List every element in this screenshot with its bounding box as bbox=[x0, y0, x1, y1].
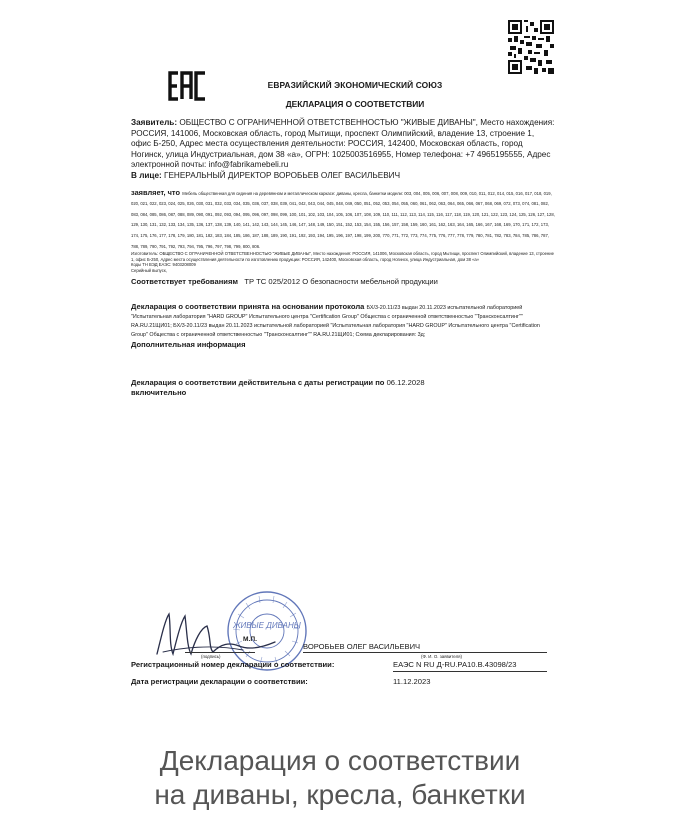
registration-number-label: Регистрационный номер декларации о соответствии: bbox=[131, 660, 335, 669]
eac-logo-icon bbox=[168, 70, 210, 102]
stamp-text: ЖИВЫЕ ДИВАНЫ bbox=[233, 621, 301, 630]
caption-line-1: Декларация о соответствии bbox=[159, 745, 521, 776]
registration-number-row bbox=[131, 660, 517, 669]
registration-number-value: ЕАЭС N RU Д-RU.РА10.В.43098/23 bbox=[393, 660, 517, 669]
name-line bbox=[303, 652, 547, 653]
registration-date-label: Дата регистрации декларации о соответствии: bbox=[131, 677, 308, 686]
signature-line bbox=[185, 652, 255, 653]
protocol-label: Декларация о соответствии принята на основании протокола bbox=[131, 302, 365, 312]
applicant-text: ОБЩЕСТВО С ОГРАНИЧЕННОЙ ОТВЕТСТВЕННОСТЬЮ "ЖИВЫЕ ДИВАНЫ", Место нахождения: РОССИЯ, 141006, Московская область, город Мытищи, проспект Олимпийский, владение 13, строение 1, офис Б-250, Адрес места осуществления деятельности: РОССИЯ, 142400, Московская область, город Ногинск, улица Индустриальная, дом 38 «а», ОГРН: 1025003516955, Номер телефона: +7 4965195555, Адрес электронной почты: info@fabrikamebeli.ru bbox=[131, 118, 555, 170]
complies-text: ТР ТС 025/2012 О безопасности мебельной продукции bbox=[244, 276, 438, 286]
states-label: заявляет, что bbox=[131, 187, 180, 197]
validity-suffix: включительно bbox=[131, 387, 187, 397]
codes-text: Коды ТН ВЭД ЕАЭС: 9403208009 bbox=[131, 262, 196, 268]
document-header bbox=[220, 80, 490, 109]
name-caption: (Ф. И. О. заявителя) bbox=[421, 654, 462, 659]
product-block bbox=[131, 188, 556, 274]
product-text: Мебель общественная для сидения на деревянном и металлическом каркасе: диваны, кресла, банкетки модели: 003, 004, 005, 006, 007, 008, 009, 010, 011, 012, 014, 015, 016, 017, 018, 019, 020, 021, 022, 023, 024, 025, 026, 030, 031, 032, 033, 034, 035, 036, 037, 038, 039, 041, 042, 043, 044, 045, 048, 049, 050, 051, 052, 053, 054, 055, 060, 061, 062, 063, 064, 065, 066, 067, 068, 069, 072, 073, 074, 081, 082, 083, 084, 085, 086, 087, 088, 089, 090, 091, 092, 093, 094, 095, 096, 097, 098, 099, 100, 101, 102, 103, 104, 105, 106, 107, 108, 109, 110, 111, 112, 113, 114, 115, 116, 117, 118, 119, 120, 121, 122, 123, 124, 125, 126, 127, 128, 129, 130, 131, 132, 133, 134, 135, 136, 137, 138, 139, 140, 141, 142, 143, 144, 145, 146, 147, 148, 149, 150, 151, 152, 153, 154, 155, 156, 157, 158, 159, 160, 161, 162, 163, 164, 165, 166, 167, 168, 169, 170, 171, 172, 173, 174, 175, 176, 177, 178, 179, 180, 181, 182, 183, 184, 185, 186, 187, 188, 189, 190, 191, 192, 193, 194, 195, 196, 197, 198, 199, 200, 770, 771, 772, 773, 774, 775, 776, 777, 778, 779, 780, 781, 782, 783, 784, 785, 786, 787, 788, 789, 790, 791, 792, 793, 794, 795, 796, 797, 798, 799, 800, 806. bbox=[131, 190, 555, 249]
signer-name: ВОРОБЬЕВ ОЛЕГ ВАСИЛЬЕВИЧ bbox=[303, 642, 421, 651]
qr-code-icon bbox=[508, 20, 554, 74]
complies-block bbox=[131, 277, 556, 288]
complies-label: Соответствует требованиям bbox=[131, 276, 239, 286]
validity-date: 06.12.2028 bbox=[386, 378, 425, 388]
protocol-block bbox=[131, 303, 556, 339]
caption-line-2: на диваны, кресла, банкетки bbox=[154, 779, 526, 810]
face-label: В лице: bbox=[131, 170, 162, 180]
mp-label: М.П. bbox=[243, 636, 257, 643]
union-title: ЕВРАЗИЙСКИЙ ЭКОНОМИЧЕСКИЙ СОЮЗ bbox=[267, 80, 443, 90]
declaration-body bbox=[131, 118, 556, 398]
validity-block bbox=[131, 378, 556, 397]
face-text: ГЕНЕРАЛЬНЫЙ ДИРЕКТОР ВОРОБЬЕВ ОЛЕГ ВАСИЛЬЕВИЧ bbox=[164, 170, 401, 180]
registration-date-value: 11.12.2023 bbox=[393, 677, 431, 686]
declaration-title: ДЕКЛАРАЦИЯ О СООТВЕТСТВИИ bbox=[285, 99, 425, 109]
signature-area bbox=[131, 590, 556, 690]
protocol-text: БХ/3-20.11/23 выдан 20.11.2023 испытательной лабораторией "Испытательная лаборатория "HARD GROUP" Испытательного центра "Certification Group" Общества с ограниченной ответственностью "Трансконсалтинг"" RA.RU.21ЩИ01; БХ/3-20.11/23 выдан 20.11.2023 испытательной лабораторией "Испытательная лаборатория "HARD GROUP" Испытательного центра "Certification Group" Общества с ограниченной ответственностью "Трансконсалтинг"" RA.RU.21ЩИ01; Схема декларирования: 3д; bbox=[131, 305, 540, 338]
extra-info-label: Дополнительная информация bbox=[131, 339, 246, 349]
face-block bbox=[131, 171, 556, 182]
registration-date-row bbox=[131, 677, 431, 686]
page-caption bbox=[0, 744, 680, 812]
validity-label: Декларация о соответствии действительна с даты регистрации по bbox=[131, 378, 385, 388]
applicant-block bbox=[131, 118, 556, 171]
signature-caption: (подпись) bbox=[201, 654, 221, 659]
applicant-label: Заявитель: bbox=[131, 118, 178, 127]
serial-text: Серийный выпуск, bbox=[131, 267, 167, 273]
manufacturer-text: Изготовитель: ОБЩЕСТВО С ОГРАНИЧЕННОЙ ОТВЕТСТВЕННОСТЬЮ "ЖИВЫЕ ДИВАНЫ", Место нахождения: РОССИЯ, 141006, Московская область, город Мытищи, проспект Олимпийский, владение 13, строение 1, офис Б-250, Адрес места осуществления деятельности по изготовлению продукции: РОССИЯ, 142400, Московская область, город Ногинск, улица Индустриальная, дом 38 «а» bbox=[131, 251, 554, 262]
registration-number-underline bbox=[393, 671, 547, 672]
